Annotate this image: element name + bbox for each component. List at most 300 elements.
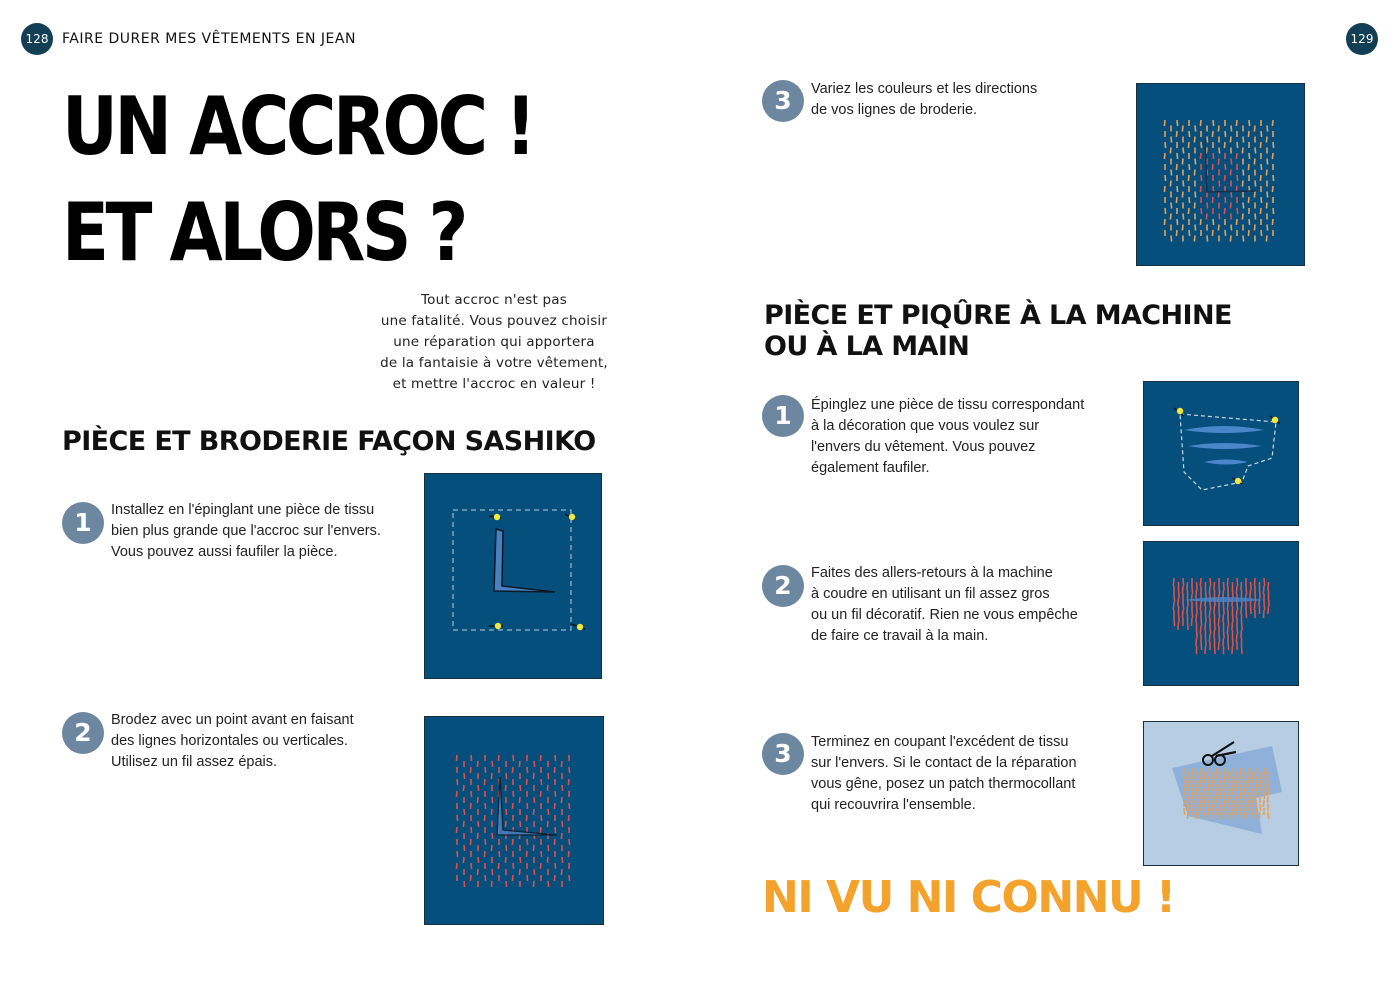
stitch-mark (1188, 175, 1189, 181)
stitch-mark (1219, 148, 1220, 154)
stitch-mark (1219, 214, 1220, 220)
stitch-mark (1228, 642, 1229, 650)
stitch-mark (554, 803, 555, 809)
stitch-mark (1237, 578, 1238, 586)
stitch-mark (1236, 780, 1237, 787)
step-line: également faufiler. (811, 460, 930, 476)
stitch-mark (1264, 602, 1265, 610)
step-line: Faites des allers-retours à la machine (811, 565, 1053, 581)
stitch-mark (1266, 170, 1267, 176)
stitch-mark (548, 845, 549, 851)
stitch-mark (1225, 197, 1226, 203)
stitch-mark (1237, 175, 1238, 181)
stitch-mark (1239, 800, 1240, 807)
stitch-mark (519, 761, 520, 767)
stitch-mark (1192, 768, 1193, 775)
stitch-mark (561, 833, 562, 839)
stitch-mark (1243, 796, 1244, 803)
stitch-mark (540, 827, 541, 833)
stitch-mark (1242, 181, 1243, 187)
stitch-mark (1264, 578, 1265, 586)
stitch-mark (1236, 634, 1237, 642)
stitch-mark (555, 791, 556, 797)
stitch-mark (1196, 590, 1197, 598)
page-number-left: 128 (21, 23, 53, 55)
stitch-mark (1230, 170, 1231, 176)
stitch-mark (1194, 203, 1195, 209)
stitch-mark (1211, 812, 1212, 819)
stitch-mark (1224, 175, 1225, 181)
stitch-mark (1260, 780, 1261, 787)
stitch-mark (1194, 170, 1195, 176)
step-line: bien plus grande que l'accroc sur l'envers. (111, 523, 381, 539)
stitch-mark (1267, 225, 1268, 231)
stitch-mark (1227, 578, 1228, 586)
stitch-mark (1192, 792, 1193, 799)
stitch-mark (1208, 784, 1209, 791)
stitch-mark (1200, 219, 1201, 225)
stitch-mark (505, 857, 506, 863)
stitch-mark (1261, 164, 1262, 170)
stitch-mark (1179, 614, 1180, 622)
stitch-mark (561, 869, 562, 875)
stitch-mark (1242, 214, 1243, 220)
stitch-mark (485, 767, 486, 773)
stitch-mark (1272, 120, 1273, 126)
stitch-mark (1254, 602, 1255, 610)
stitch-mark (1260, 175, 1261, 181)
stitch-mark (1236, 120, 1237, 126)
stitch-mark (1268, 606, 1269, 614)
intro-line: de la fantaisie à votre vêtement, (380, 355, 608, 371)
intro-line: une réparation qui apportera (393, 334, 595, 350)
stitch-mark (1183, 602, 1184, 610)
stitch-mark (485, 803, 486, 809)
title-line-1: UN ACCROC ! (62, 80, 534, 173)
stitch-mark (456, 863, 457, 869)
stitch-mark (1192, 586, 1193, 594)
stitch-mark (1204, 772, 1205, 779)
stitch-mark (477, 797, 478, 803)
stitch-mark (1219, 772, 1220, 779)
stitch-mark (1205, 622, 1206, 630)
stitch-mark (1223, 784, 1224, 791)
stitch-mark (1200, 626, 1201, 634)
stitch-mark (555, 827, 556, 833)
stitch-mark (498, 755, 499, 761)
illustration-running-stitch (424, 716, 604, 925)
stitch-mark (484, 851, 485, 857)
stitch-mark (1224, 142, 1225, 148)
stitch-mark (1173, 578, 1174, 586)
stitch-mark (568, 815, 569, 821)
stitch-mark (1231, 159, 1232, 165)
stitch-mark (1246, 610, 1247, 618)
step-number: 1 (62, 502, 104, 544)
section-title-machine (764, 300, 1232, 362)
stitch-mark (1224, 776, 1225, 783)
stitch-mark (1173, 602, 1174, 610)
stitch-mark (527, 767, 528, 773)
stitch-mark (1197, 582, 1198, 590)
stitch-mark (1260, 804, 1261, 811)
stitch-mark (1203, 804, 1204, 811)
stitch-mark (1206, 638, 1207, 646)
step-number: 2 (62, 712, 104, 754)
stitch-mark (477, 833, 478, 839)
stitch-mark (1237, 142, 1238, 148)
stitch-mark (1255, 181, 1256, 187)
stitch-mark (484, 815, 485, 821)
stitch-mark (1230, 137, 1231, 143)
section-title-sashiko: PIÈCE ET BRODERIE FAÇON SASHIKO (62, 426, 596, 457)
stitch-mark (1207, 768, 1208, 775)
stitch-mark (1230, 236, 1231, 242)
stitch-mark (1252, 772, 1253, 779)
stitch-mark (1207, 137, 1208, 143)
stitch-mark (1242, 646, 1243, 654)
stitch-mark (548, 809, 549, 815)
stitch-mark (1200, 602, 1201, 610)
stitch-mark (464, 773, 465, 779)
stitch-lines (456, 755, 569, 887)
stitch-mark (1224, 630, 1225, 638)
stitch-mark (478, 857, 479, 863)
stitch-mark (1267, 772, 1268, 779)
stitch-mark (505, 821, 506, 827)
stitch-mark (1224, 208, 1225, 214)
stitch-mark (1268, 788, 1269, 795)
stitch-mark (1223, 808, 1224, 815)
stitch-mark (1195, 225, 1196, 231)
stitch-mark (1251, 606, 1252, 614)
stitch-mark (1259, 812, 1260, 819)
stitch-mark (1192, 610, 1193, 618)
stitch-mark (1216, 792, 1217, 799)
stitch-mark (1170, 181, 1171, 187)
stitch-mark (1188, 622, 1189, 630)
stitch-mark (1207, 203, 1208, 209)
step-text (111, 500, 411, 563)
stitch-mark (1220, 788, 1221, 795)
stitch-mark (457, 779, 458, 785)
stitch-mark (1209, 610, 1210, 618)
intro-line: une fatalité. Vous pouvez choisir (380, 313, 608, 329)
stitch-mark (1230, 203, 1231, 209)
stitch-mark (1188, 780, 1189, 787)
stitch-mark (520, 785, 521, 791)
stitch-mark (1205, 646, 1206, 654)
stitch-mark (1164, 186, 1165, 192)
stitch-mark (1248, 131, 1249, 137)
stitch-mark (1263, 800, 1264, 807)
stitch-mark (1191, 594, 1192, 602)
stitch-mark (1233, 590, 1234, 598)
stitch-mark (1218, 642, 1219, 650)
stitch-mark (1176, 230, 1177, 236)
stitch-mark (1212, 230, 1213, 236)
stitch-mark (1266, 203, 1267, 209)
stitch-mark (1214, 606, 1215, 614)
stitch-mark (1252, 796, 1253, 803)
stitch-mark (463, 785, 464, 791)
step-line: qui recouvrira l'ensemble. (811, 797, 976, 813)
step-line: l'envers du vêtement. Vous pouvez (811, 439, 1036, 455)
stitch-mark (1248, 164, 1249, 170)
stitch-mark (1164, 120, 1165, 126)
stitch-mark (1237, 208, 1238, 214)
stitch-mark (533, 809, 534, 815)
stitch-mark (1197, 630, 1198, 638)
stitch-mark (1247, 808, 1248, 815)
stitch-mark (1183, 578, 1184, 586)
stitch-mark (457, 815, 458, 821)
step-number: 3 (762, 733, 804, 775)
stitch-mark (540, 791, 541, 797)
stitch-mark (498, 863, 499, 869)
step-line: ou un fil décoratif. Rien ne vous empêche (811, 607, 1078, 623)
illustration-pinned-tear (1143, 381, 1299, 526)
stitch-mark (1187, 582, 1188, 590)
stitch-mark (478, 821, 479, 827)
stitch-mark (527, 875, 528, 881)
step-line: Utilisez un fil assez épais. (111, 754, 278, 770)
step-line: sur l'envers. Si le contact de la réparation (811, 755, 1077, 771)
step-line: de faire ce travail à la main. (811, 628, 989, 644)
stitch-mark (1176, 197, 1177, 203)
stitch-mark (1220, 812, 1221, 819)
stitch-mark (1254, 159, 1255, 165)
step-text (811, 395, 1121, 479)
stitch-mark (457, 851, 458, 857)
stitch-mark (555, 863, 556, 869)
stitch-mark (1261, 230, 1262, 236)
stitch-mark (1272, 219, 1273, 225)
stitch-mark (1244, 788, 1245, 795)
stitch-mark (1199, 784, 1200, 791)
stitch-mark (1225, 164, 1226, 170)
stitch-mark (526, 815, 527, 821)
stitch-mark (499, 851, 500, 857)
stitch-mark (1236, 153, 1237, 159)
stitch-mark (1231, 126, 1232, 132)
stitch-mark (1267, 126, 1268, 132)
stitch-mark (1231, 792, 1232, 799)
stitch-mark (1182, 126, 1183, 132)
stitch-mark (1260, 590, 1261, 598)
stitch-mark (1184, 784, 1185, 791)
step-text (811, 732, 1121, 816)
step-text (811, 563, 1121, 647)
stitch-mark (1210, 578, 1211, 586)
stitch-mark (1189, 230, 1190, 236)
stitch-mark (1214, 630, 1215, 638)
intro-line: et mettre l'accroc en valeur ! (392, 376, 596, 392)
stitch-mark (1195, 159, 1196, 165)
stitch-mark (534, 869, 535, 875)
stitch-mark (1241, 582, 1242, 590)
stitch-mark (1195, 772, 1196, 779)
stitch-mark (1248, 230, 1249, 236)
step-line: Installez en l'épinglant une pièce de tissu (111, 502, 375, 518)
stitch-mark (534, 797, 535, 803)
stitch-mark (1255, 792, 1256, 799)
stitch-mark (1269, 598, 1270, 606)
stitch-mark (1243, 170, 1244, 176)
stitch-mark (568, 779, 569, 785)
stitch-mark (1170, 148, 1171, 154)
stitch-mark (541, 851, 542, 857)
stitch-mark (1239, 776, 1240, 783)
stitch-mark (1196, 614, 1197, 622)
stitch-mark (470, 839, 471, 845)
stitch-mark (1187, 606, 1188, 614)
stitch-mark (1231, 768, 1232, 775)
stitch-mark (526, 851, 527, 857)
stitch-mark (1206, 214, 1207, 220)
stitch-mark (492, 833, 493, 839)
stitch-mark (547, 857, 548, 863)
stitch-mark (1201, 175, 1202, 181)
stitch-mark (1256, 784, 1257, 791)
stitch-mark (1195, 192, 1196, 198)
stitch-mark (1213, 219, 1214, 225)
intro-line: Tout accroc n'est pas (421, 292, 567, 308)
stitch-mark (520, 821, 521, 827)
stitch-mark (1212, 164, 1213, 170)
stitch-mark (513, 863, 514, 869)
stitch-mark (1210, 602, 1211, 610)
step-text (811, 79, 1111, 121)
stitch-mark (1212, 780, 1213, 787)
stitch-mark (491, 881, 492, 887)
stitch-mark (484, 779, 485, 785)
stitch-mark (527, 839, 528, 845)
stitch-mark (1264, 768, 1265, 775)
stitch-mark (1171, 137, 1172, 143)
stitch-mark (1243, 137, 1244, 143)
stitch-mark (1236, 804, 1237, 811)
stitch-mark (1182, 192, 1183, 198)
stitch-mark (1212, 131, 1213, 137)
title-line-2: ET ALORS ? (62, 186, 465, 279)
stitch-mark (485, 875, 486, 881)
stitch-mark (520, 857, 521, 863)
stitch-mark (1201, 208, 1202, 214)
stitch-mark (1179, 590, 1180, 598)
stitch-mark (1165, 175, 1166, 181)
stitch-mark (477, 761, 478, 767)
stitch-mark (1243, 772, 1244, 779)
stitch-mark (1200, 776, 1201, 783)
stitch-mark (569, 839, 570, 845)
stitch-mark (1215, 776, 1216, 783)
stitch-mark (1244, 812, 1245, 819)
stitch-mark (1176, 164, 1177, 170)
stitch-mark (1187, 788, 1188, 795)
stitch-mark (1243, 236, 1244, 242)
step-line: à coudre en utilisant un fil assez gros (811, 586, 1050, 602)
stitch-mark (1164, 153, 1165, 159)
stitch-mark (1264, 792, 1265, 799)
stitch-mark (548, 881, 549, 887)
stitch-mark (547, 821, 548, 827)
stitch-mark (1232, 784, 1233, 791)
stitch-mark (1165, 142, 1166, 148)
stitch-mark (485, 839, 486, 845)
stitch-mark (1260, 142, 1261, 148)
stitch-mark (1183, 792, 1184, 799)
stitch-mark (555, 755, 556, 761)
stitch-mark (1227, 626, 1228, 634)
stitch-mark (1183, 148, 1184, 154)
stitch-mark (1259, 788, 1260, 795)
stitch-mark (1219, 181, 1220, 187)
illustration-machine-stitches (1143, 541, 1299, 686)
stitch-mark (1177, 186, 1178, 192)
step-line: Vous pouvez aussi faufiler la pièce. (111, 544, 338, 560)
stitch-mark (1225, 131, 1226, 137)
stitch-mark (1224, 606, 1225, 614)
stitch-mark (1196, 812, 1197, 819)
stitch-mark (1176, 131, 1177, 137)
stitch-mark (1216, 768, 1217, 775)
stitch-mark (1232, 646, 1233, 654)
stitch-mark (1191, 800, 1192, 807)
stitch-mark (1174, 594, 1175, 602)
stitch-mark (1233, 614, 1234, 622)
stitch-mark (1249, 153, 1250, 159)
stitch-mark (527, 803, 528, 809)
stitch-mark (506, 773, 507, 779)
stitch-lines (1173, 578, 1269, 654)
stitch-mark (1237, 626, 1238, 634)
stitch-mark (1255, 148, 1256, 154)
section-title-line: OU À LA MAIN (764, 331, 970, 362)
stitch-mark (1177, 153, 1178, 159)
stitch-mark (1201, 618, 1202, 626)
step-line: des lignes horizontales ou verticales. (111, 733, 348, 749)
stitch-mark (554, 875, 555, 881)
stitch-mark (1233, 638, 1234, 646)
stitch-mark (1177, 120, 1178, 126)
stitch-mark (456, 755, 457, 761)
stitch-mark (492, 797, 493, 803)
stitch-mark (512, 803, 513, 809)
stitch-mark (513, 791, 514, 797)
stitch-mark (512, 767, 513, 773)
stitch-mark (1171, 236, 1172, 242)
stitch-mark (1254, 126, 1255, 132)
stitch-mark (471, 755, 472, 761)
stitch-mark (1212, 197, 1213, 203)
stitch-mark (1189, 197, 1190, 203)
stitch-mark (1212, 804, 1213, 811)
stitch-mark (1218, 126, 1219, 132)
stitch-mark (1236, 586, 1237, 594)
stitch-mark (470, 803, 471, 809)
stitch-mark (1235, 788, 1236, 795)
stitch-mark (1197, 606, 1198, 614)
step-line: Brodez avec un point avant en faisant (111, 712, 354, 728)
stitch-mark (1170, 214, 1171, 220)
stitch-mark (1268, 812, 1269, 819)
stitch-mark (1219, 610, 1220, 618)
stitch-mark (1194, 236, 1195, 242)
stitch-mark (1183, 768, 1184, 775)
stitch-mark (526, 779, 527, 785)
stitch-mark (491, 845, 492, 851)
